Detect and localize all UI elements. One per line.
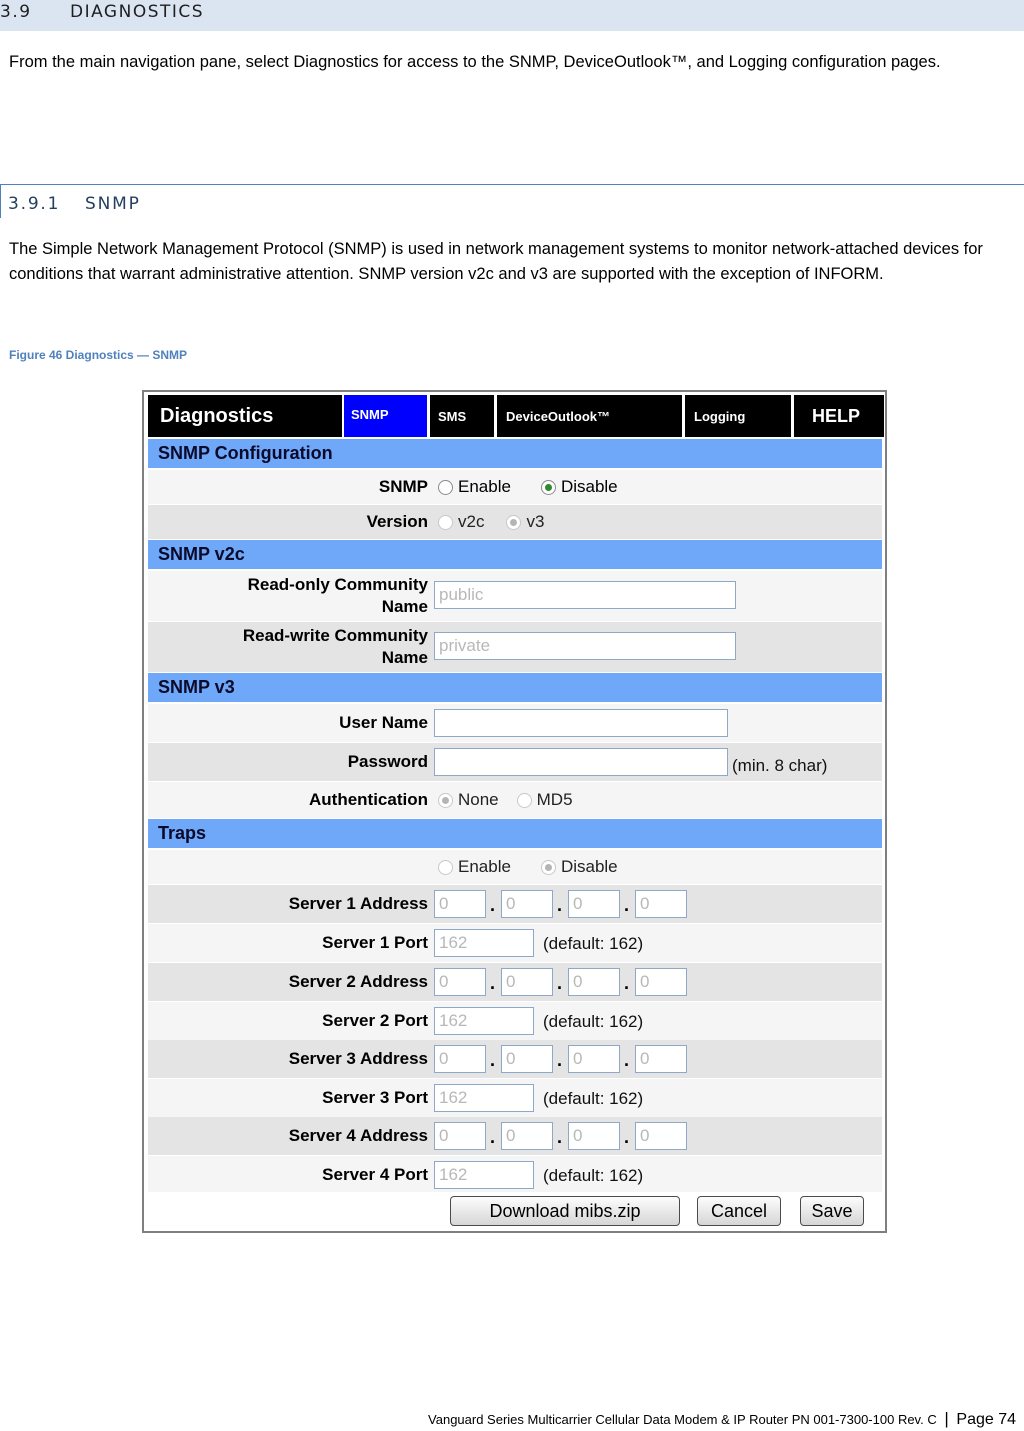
server-3-port-input[interactable] — [434, 1084, 534, 1112]
section-number: 3.9 — [0, 2, 32, 22]
authentication-row — [148, 782, 882, 818]
server-1-address-row — [148, 885, 882, 923]
server-3-octet-4[interactable] — [635, 1045, 687, 1073]
section-intro: From the main navigation pane, select Diagnostics for access to the SNMP, DeviceOutlook™, and Logging configuration pages. — [9, 53, 941, 71]
server-2-octet-1[interactable] — [434, 968, 486, 996]
tab-logging-label: Logging — [694, 408, 746, 424]
server-1-port-label: Server 1 Port — [322, 933, 428, 952]
server-4-port-row — [148, 1156, 882, 1192]
ro-community-label-2: Name — [381, 597, 428, 616]
traps-enable-text: Enable — [458, 857, 511, 876]
version-radio-group — [438, 512, 574, 532]
server-4-octet-1[interactable] — [434, 1122, 486, 1150]
server-4-address-row — [148, 1117, 882, 1155]
server-2-address-label: Server 2 Address — [288, 972, 428, 991]
server-2-port-input[interactable] — [434, 1007, 534, 1035]
password-input[interactable] — [434, 748, 728, 776]
subsection-title: SNMP — [85, 194, 141, 214]
ro-community-input[interactable] — [434, 581, 736, 609]
version-v3-radio[interactable] — [506, 515, 521, 530]
traps-header: Traps — [148, 819, 882, 848]
password-row — [148, 743, 882, 781]
version-row — [148, 505, 882, 539]
server-4-port-input[interactable] — [434, 1161, 534, 1189]
user-name-label: User Name — [339, 713, 428, 732]
rw-community-input[interactable] — [434, 632, 736, 660]
server-2-octet-2[interactable] — [501, 968, 553, 996]
subsection-body: The Simple Network Management Protocol (SNMP) is used in network management systems to monitor network-attached devices for conditions that warrant administrative attention. SNMP version v2c and v3 are supported with the exception of INFORM. — [9, 240, 983, 283]
server-1-port-input[interactable] — [434, 929, 534, 957]
rw-community-label-1: Read-write Community — [242, 626, 428, 645]
server-1-address-label: Server 1 Address — [288, 894, 428, 913]
server-4-address-label: Server 4 Address — [288, 1126, 428, 1145]
tab-diagnostics[interactable] — [148, 395, 342, 437]
server-1-octet-2[interactable] — [501, 890, 553, 918]
server-1-octet-3[interactable] — [568, 890, 620, 918]
section-title: DIAGNOSTICS — [70, 2, 205, 22]
ip-dot: . — [557, 1050, 563, 1070]
version-v2c-radio[interactable] — [438, 515, 453, 530]
server-1-octet-1[interactable] — [434, 890, 486, 918]
ip-dot: . — [490, 895, 496, 915]
ip-dot: . — [490, 1050, 496, 1070]
traps-disable-radio[interactable] — [541, 860, 556, 875]
user-name-row — [148, 704, 882, 742]
server-1-port-row — [148, 924, 882, 962]
auth-radio-group — [438, 790, 603, 810]
version-v3-text: v3 — [526, 512, 545, 531]
version-label: Version — [366, 512, 428, 531]
server-2-octet-3[interactable] — [568, 968, 620, 996]
subsection-number: 3.9.1 — [8, 194, 61, 214]
ip-dot: . — [490, 973, 496, 993]
ip-dot: . — [557, 895, 563, 915]
save-button[interactable]: Save — [800, 1196, 864, 1226]
snmp-enable-text: Enable — [458, 477, 511, 496]
tab-snmp-label: SNMP — [351, 407, 389, 422]
server-1-port-hint: (default: 162) — [543, 934, 644, 953]
tab-snmp[interactable] — [344, 395, 427, 437]
server-3-port-hint: (default: 162) — [543, 1089, 644, 1108]
tab-sms[interactable] — [430, 395, 494, 437]
auth-md5-text: MD5 — [536, 790, 573, 809]
ip-dot: . — [557, 973, 563, 993]
server-3-address-row — [148, 1040, 882, 1078]
server-4-octet-2[interactable] — [501, 1122, 553, 1150]
server-4-octet-3[interactable] — [568, 1122, 620, 1150]
server-4-port-hint: (default: 162) — [543, 1166, 644, 1185]
tab-deviceoutlook-label: DeviceOutlook™ — [506, 408, 611, 424]
traps-enable-row — [148, 850, 882, 884]
footer-separator: | — [944, 1409, 949, 1428]
tab-diagnostics-label: Diagnostics — [160, 404, 274, 427]
server-3-address-label: Server 3 Address — [288, 1049, 428, 1068]
subsection-heading — [0, 184, 1024, 218]
ro-community-label-1: Read-only Community — [247, 575, 428, 594]
rw-community-label — [148, 625, 428, 669]
snmp-disable-text: Disable — [560, 477, 618, 496]
section-heading — [0, 0, 1024, 31]
snmp-enable-row — [148, 470, 882, 504]
page-footer — [428, 1409, 1016, 1429]
tab-bar — [148, 395, 884, 437]
snmp-radio-group — [438, 477, 648, 497]
rw-community-label-2: Name — [381, 648, 428, 667]
ip-dot: . — [624, 1127, 630, 1147]
server-1-octet-4[interactable] — [635, 890, 687, 918]
server-3-octet-1[interactable] — [434, 1045, 486, 1073]
snmp-config-header: SNMP Configuration — [148, 439, 882, 468]
tab-sms-label: SMS — [438, 408, 467, 424]
server-3-octet-3[interactable] — [568, 1045, 620, 1073]
auth-none-radio[interactable] — [438, 793, 453, 808]
figure-caption: Figure 46 Diagnostics — SNMP — [9, 348, 188, 362]
ip-dot: . — [624, 1050, 630, 1070]
server-4-octet-4[interactable] — [635, 1122, 687, 1150]
footer-doc-title: Vanguard Series Multicarrier Cellular Data Modem & IP Router PN 001-7300-100 Rev. C — [428, 1412, 937, 1427]
traps-enable-radio[interactable] — [438, 860, 453, 875]
server-2-port-row — [148, 1002, 882, 1040]
server-3-port-row — [148, 1079, 882, 1117]
server-2-octet-4[interactable] — [635, 968, 687, 996]
ip-dot: . — [557, 1127, 563, 1147]
server-2-address-row — [148, 963, 882, 1001]
version-v2c-text: v2c — [458, 512, 485, 531]
ro-community-row — [148, 571, 882, 621]
snmp-label: SNMP — [378, 477, 428, 496]
diagnostics-snmp-figure — [142, 390, 887, 1233]
snmp-disable-radio[interactable] — [541, 480, 556, 495]
snmp-enable-radio[interactable] — [438, 480, 453, 495]
server-3-octet-2[interactable] — [501, 1045, 553, 1073]
auth-none-text: None — [458, 790, 499, 809]
download-mibs-button[interactable]: Download mibs.zip — [450, 1196, 680, 1226]
footer-page-number: Page 74 — [956, 1411, 1016, 1428]
authentication-label: Authentication — [309, 790, 428, 809]
tab-deviceoutlook[interactable] — [497, 395, 682, 437]
snmp-v2c-header: SNMP v2c — [148, 540, 882, 569]
traps-disable-text: Disable — [560, 857, 618, 876]
traps-radio-group — [438, 857, 648, 877]
server-2-port-label: Server 2 Port — [322, 1011, 428, 1030]
tab-help-label: HELP — [812, 405, 861, 426]
server-3-port-label: Server 3 Port — [322, 1088, 428, 1107]
auth-md5-radio[interactable] — [517, 793, 532, 808]
tab-logging[interactable] — [685, 395, 791, 437]
tab-help[interactable] — [794, 395, 884, 437]
ip-dot: . — [624, 895, 630, 915]
password-hint: (min. 8 char) — [732, 756, 828, 775]
ip-dot: . — [624, 973, 630, 993]
server-2-port-hint: (default: 162) — [543, 1012, 644, 1031]
snmp-v3-header: SNMP v3 — [148, 673, 882, 702]
ip-dot: . — [490, 1127, 496, 1147]
user-name-input[interactable] — [434, 709, 728, 737]
server-4-port-label: Server 4 Port — [322, 1165, 428, 1184]
ro-community-label — [148, 574, 428, 618]
rw-community-row — [148, 622, 882, 672]
cancel-button[interactable]: Cancel — [697, 1196, 781, 1226]
password-label: Password — [347, 752, 428, 771]
